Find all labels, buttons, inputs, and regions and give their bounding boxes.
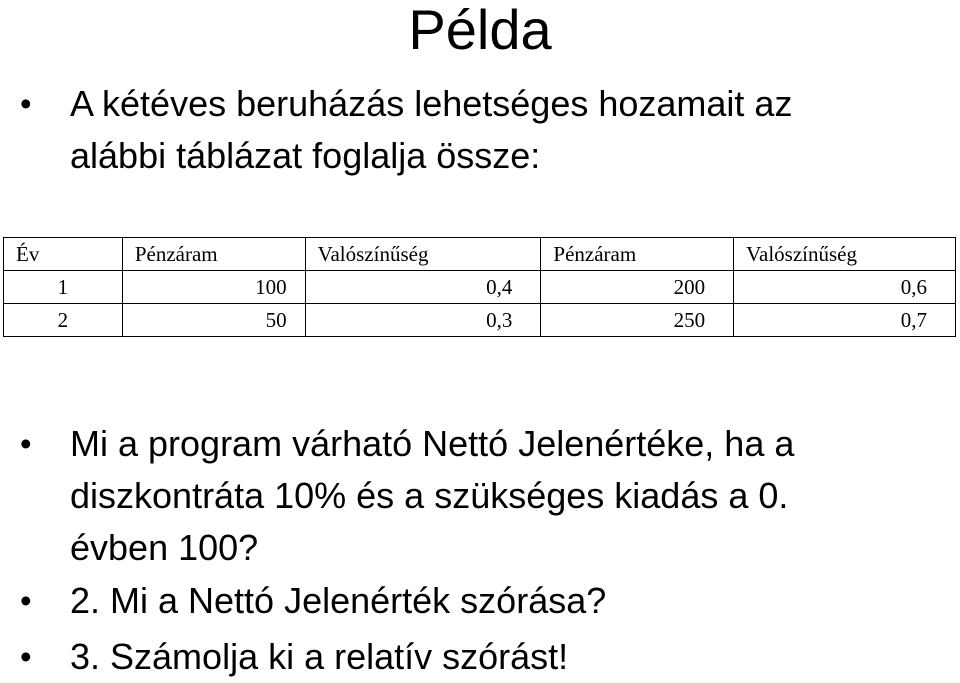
question-1-line-1: Mi a program várható Nettó Jelenértéke, ha a	[70, 423, 795, 464]
bullet-icon: •	[20, 638, 32, 675]
cell-penzaram-2: 200	[541, 271, 734, 304]
question-1-line-3: évben 100?	[70, 527, 259, 568]
intro-line-1: A kétéves beruházás lehetséges hozamait az	[70, 83, 793, 124]
question-3: 3. Számolja ki a relatív szórást!	[70, 636, 569, 677]
bullet-icon: •	[20, 425, 32, 462]
question-1	[70, 418, 794, 574]
header-penzaram-1: Pénzáram	[122, 238, 305, 271]
question-1-line-2: diszkontráta 10% és a szükséges kiadás a 0.	[70, 475, 789, 516]
table-row	[4, 271, 956, 304]
cell-penzaram-1: 100	[122, 271, 305, 304]
bullet-icon: •	[20, 582, 32, 619]
header-valoszinuseg-2: Valószínűség	[734, 238, 956, 271]
cell-valoszinuseg-2: 0,6	[734, 271, 956, 304]
page-title: Példa	[408, 0, 552, 61]
intro-text	[70, 78, 792, 182]
cell-penzaram-2: 250	[541, 304, 734, 337]
question-2: 2. Mi a Nettó Jelenérték szórása?	[70, 580, 607, 621]
header-penzaram-2: Pénzáram	[541, 238, 734, 271]
header-valoszinuseg-1: Valószínűség	[305, 238, 541, 271]
header-ev: Év	[4, 238, 123, 271]
intro-line-2: alábbi táblázat foglalja össze:	[70, 135, 541, 176]
cell-ev: 2	[4, 304, 123, 337]
bullet-icon: •	[20, 85, 32, 122]
cell-valoszinuseg-1: 0,4	[305, 271, 541, 304]
cell-valoszinuseg-2: 0,7	[734, 304, 956, 337]
table-row	[4, 304, 956, 337]
table-header-row	[4, 238, 956, 271]
cashflow-table	[3, 237, 956, 337]
cell-ev: 1	[4, 271, 123, 304]
cell-penzaram-1: 50	[122, 304, 305, 337]
cell-valoszinuseg-1: 0,3	[305, 304, 541, 337]
